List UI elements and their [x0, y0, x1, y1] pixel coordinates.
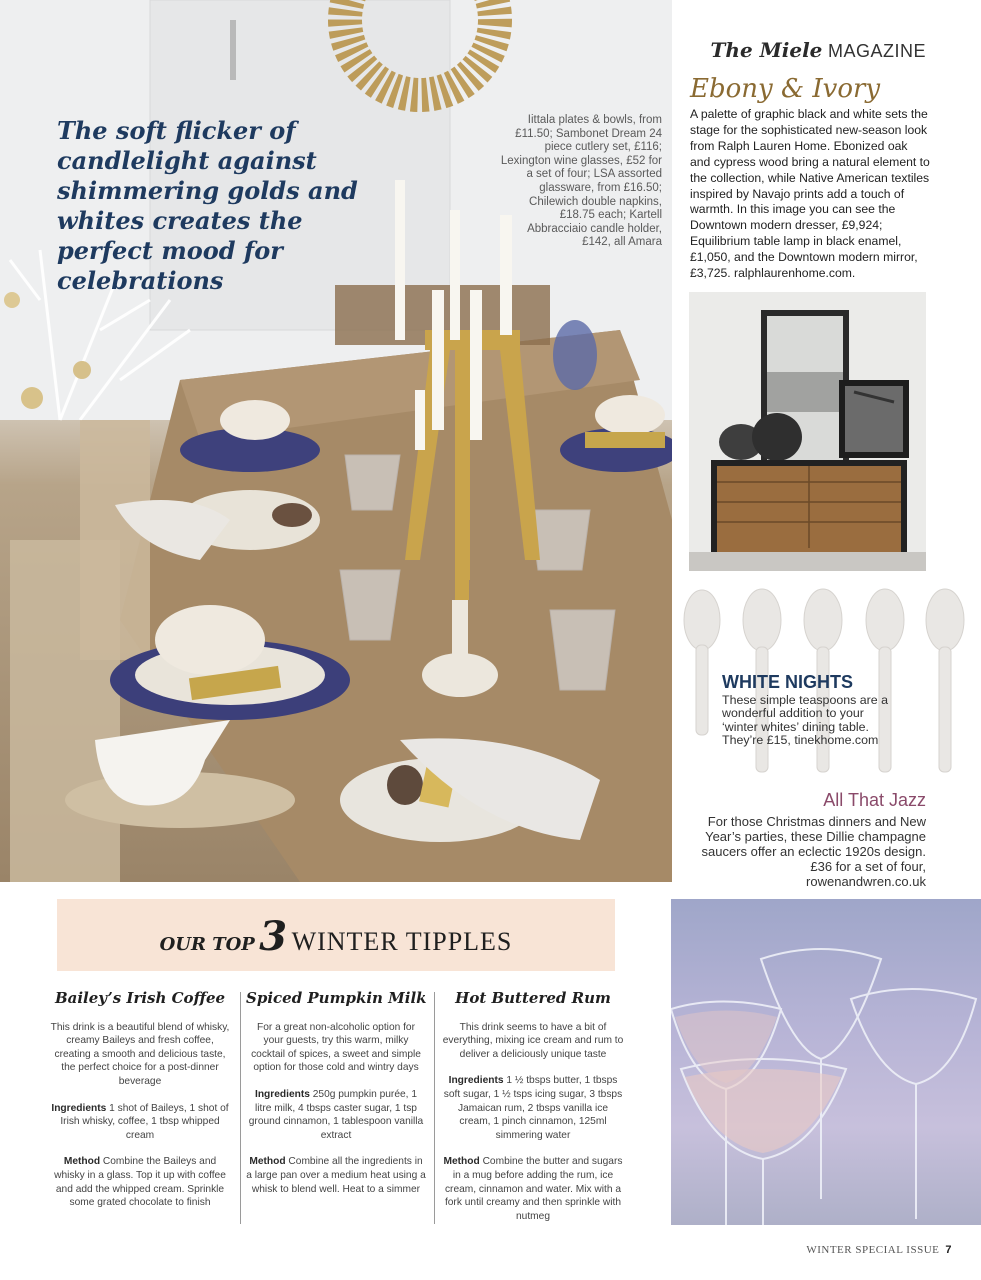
white-nights-body: These simple teaspoons are a wonderful addition to your ‘winter whites’ dining table. They’re £15, tinekhome.com — [722, 693, 888, 748]
banner-our-top: OUR TOP — [159, 934, 255, 955]
hero-photo — [0, 0, 672, 882]
hero-caption: Iittala plates & bowls, from £11.50; Sambonet Dream 24 piece cutlery set, £116; Lexington wine glasses, £52 for a set of four; LSA assorted glassware, from £16.50; Chilewich double napkins, £18.75 each; Kartell Abbracciaio candle holder, £142, all Amara — [500, 114, 662, 249]
recipe-intro: This drink seems to have a bit of everything, mixing ice cream and rum to deliver a deliciously unique taste — [442, 1021, 624, 1060]
recipe-ingredients — [50, 1102, 230, 1143]
dresser-illustration — [689, 292, 926, 571]
ingredients-label: Ingredients — [448, 1075, 504, 1087]
recipe-intro: This drink is a beautiful blend of whisky, creamy Baileys and fresh coffee, creating a smooth and delicious taste, the perfect choice for a post-dinner beverage — [50, 1021, 230, 1087]
recipe-title: Spiced Pumpkin Milk — [246, 989, 427, 1007]
masthead-magazine: MAGAZINE — [827, 41, 926, 61]
page-folio — [792, 1244, 952, 1256]
method-label: Method — [443, 1156, 480, 1168]
ingredients-text: 1 shot of Baileys, 1 shot of Irish whisky, coffee, 1 tbsp whipped cream — [60, 1102, 229, 1141]
column-divider — [240, 992, 241, 1224]
all-that-jazz-body: For those Christmas dinners and New Year’s parties, these Dillie champagne saucers offer an eclectic 1920s design. £36 for a set of four, rowenandwren.co.uk — [701, 814, 926, 889]
masthead — [690, 38, 926, 63]
all-that-jazz-title: All That Jazz — [823, 790, 926, 810]
banner-winter-tipples: WINTER TIPPLES — [291, 927, 513, 956]
method-label: Method — [249, 1156, 286, 1168]
ingredients-label: Ingredients — [255, 1088, 310, 1100]
ingredients-text: 1 ½ tbsps butter, 1 tbsps soft sugar, 1 ½ tsps icing sugar, 3 tbsps Jamaican rum, 2 tbsps vanilla ice cream, 1 pinch cinnamon, 125ml simmering water — [443, 1075, 623, 1141]
ebony-ivory-title: Ebony & Ivory — [690, 74, 881, 104]
champagne-saucers-photo — [671, 899, 981, 1225]
recipe-title: Hot Buttered Rum — [455, 989, 611, 1007]
recipe-intro: For a great non-alcoholic option for your guests, try this warm, milky cocktail of spices, a sweet and simple option for those cold and wintry days — [251, 1021, 421, 1074]
recipe-method — [442, 1155, 624, 1223]
recipe-ingredients — [442, 1074, 624, 1142]
column-divider — [434, 992, 435, 1224]
recipe-title: Bailey’s Irish Coffee — [54, 989, 226, 1007]
ebony-ivory-body: A palette of graphic black and white sets the stage for the sophisticated new-season look from Ralph Lauren Home. Ebonized oak and cypress wood bring a natural element to the collection, while Native American textiles inspired by Navajo prints add a touch of warmth. In this image you can see the Downtown modern dresser, £9,924; Equilibrium table lamp in black enamel, £1,050, and the Downtown modern mirror, £3,725. ralphlaurenhome.com. — [690, 107, 930, 281]
recipe-spiced-pumpkin — [246, 989, 427, 1209]
page-number: 7 — [945, 1244, 952, 1256]
recipe-method — [246, 1155, 426, 1196]
champagne-saucers-illustration — [671, 899, 981, 1225]
method-text: Combine all the ingredients in a large pan over a medium heat using a whisk to blend well. Heat to a simmer — [246, 1156, 426, 1195]
masthead-brand: The Miele — [710, 38, 823, 62]
white-nights-title: WHITE NIGHTS — [722, 672, 853, 692]
dresser-photo — [689, 292, 926, 571]
recipe-hot-buttered-rum — [442, 989, 624, 1236]
recipe-ingredients — [246, 1088, 426, 1142]
recipe-baileys — [50, 989, 230, 1223]
recipe-method — [50, 1155, 230, 1209]
method-text: Combine the butter and sugars in a mug before adding the rum, ice cream, cinnamon and water. Mix with a fork until creamy and then sprinkle with nutmeg — [444, 1156, 623, 1222]
hero-quote: The soft flicker of candlelight against shimmering golds and whites creates the perfect mood for celebrations — [57, 116, 358, 295]
ingredients-text: 250g pumpkin purée, 1 litre milk, 4 tbsps caster sugar, 1 tsp ground cinnamon, 1 tablespoon vanilla extract — [248, 1088, 424, 1141]
ingredients-label: Ingredients — [51, 1102, 107, 1114]
winter-tipples-banner — [57, 899, 615, 971]
banner-number: 3 — [259, 913, 288, 960]
method-label: Method — [63, 1156, 101, 1168]
method-text: Combine the Baileys and whisky in a glass. Top it up with coffee and add the whipped cream. Sprinkle some grated chocolate to finish — [54, 1156, 226, 1209]
white-nights-block — [722, 672, 902, 748]
banner-heading — [57, 913, 615, 960]
issue-name: WINTER SPECIAL ISSUE — [806, 1244, 940, 1256]
